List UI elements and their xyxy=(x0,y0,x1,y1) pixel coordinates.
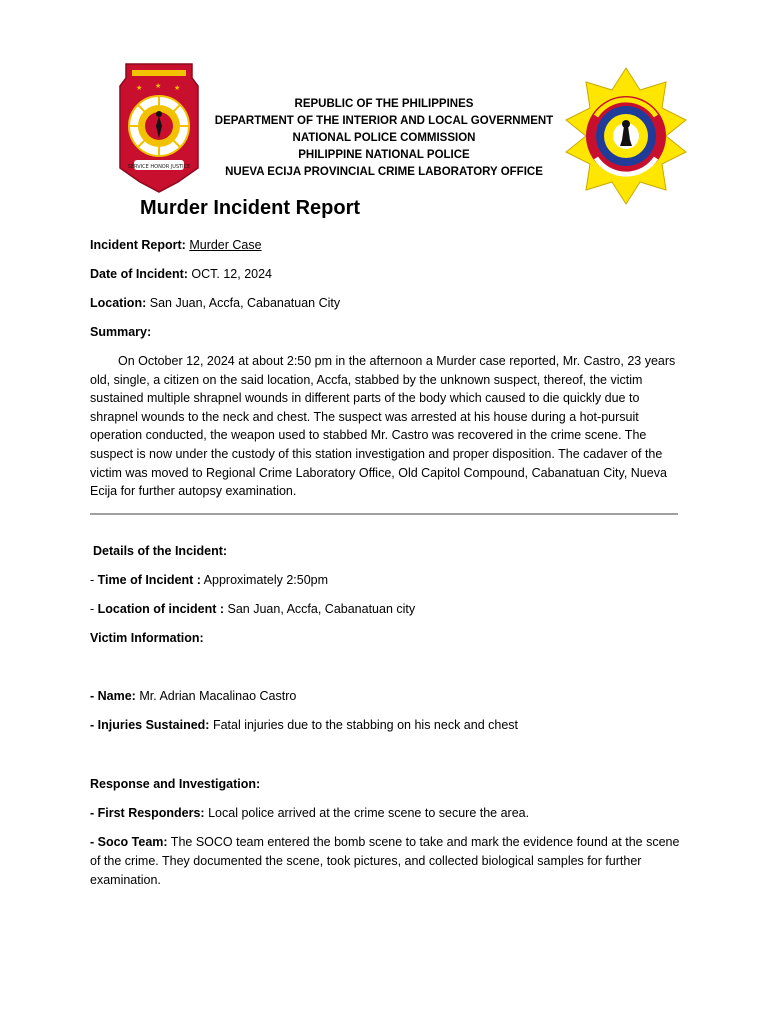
summary-paragraph xyxy=(90,352,690,501)
field-label: Incident Report: xyxy=(90,238,186,252)
bullet-dash: - xyxy=(90,573,98,587)
svg-text:★: ★ xyxy=(174,84,181,92)
section-divider xyxy=(90,513,678,515)
section-heading: Victim Information: xyxy=(90,631,204,645)
svg-text:SERVICE HONOR JUSTICE: SERVICE HONOR JUSTICE xyxy=(127,164,191,170)
section-heading: Response and Investigation: xyxy=(90,777,261,791)
soco-team-field xyxy=(90,833,690,890)
location-of-incident-field xyxy=(90,602,415,616)
time-of-incident-field xyxy=(90,573,328,587)
svg-text:★: ★ xyxy=(155,82,162,90)
victim-heading xyxy=(90,631,204,645)
field-label: Location: xyxy=(90,296,147,310)
field-label: - Injuries Sustained: xyxy=(90,718,210,732)
field-label: Summary: xyxy=(90,325,152,339)
field-value: The SOCO team entered the bomb scene to take and mark the evidence found at the scene of the crime. They documented the scene, took pictures, and collected biological samples for further examination. xyxy=(90,835,680,887)
response-heading xyxy=(90,777,260,791)
report-title: Murder Incident Report xyxy=(140,197,361,219)
letterhead-line: PHILIPPINE NATIONAL POLICE xyxy=(298,149,470,161)
field-label: Date of Incident: xyxy=(90,267,188,281)
victim-name-field xyxy=(90,689,296,703)
first-responders-field xyxy=(90,806,529,820)
field-value: Murder Case xyxy=(189,238,262,252)
letterhead-line: DEPARTMENT OF THE INTERIOR AND LOCAL GOVERNMENT xyxy=(214,115,554,127)
field-label: Location of incident : xyxy=(97,602,225,616)
field-value: Local police arrived at the crime scene to secure the area. xyxy=(204,806,530,820)
bullet-dash: - xyxy=(90,602,98,616)
field-value: Fatal injuries due to the stabbing on his neck and chest xyxy=(209,718,518,732)
location-field xyxy=(90,296,340,310)
field-label: - First Responders: xyxy=(90,806,205,820)
incident-report-field xyxy=(90,238,262,252)
summary-text: On October 12, 2024 at about 2:50 pm in the afternoon a Murder case reported, Mr. Castro, 23 years old, single, a citizen on the said location, Accfa, stabbed by the unknown suspect, thereof, the victim sustained multiple shrapnel wounds in different parts of the body which caused to die quickly due to shrapnel wounds to the neck and chest. The suspect was arrested at his house during a hot-pursuit operation conducted, the weapon used to stabbed Mr. Castro was recovered in the crime scene. The suspect is now under the custody of this station investigation and proper disposition. The cadaver of the victim was moved to Regional Crime Laboratory Office, Old Capitol Compound, Cabanatuan City, Nueva Ecija for further autopsy examination. xyxy=(90,354,676,499)
field-value: San Juan, Accfa, Cabanatuan city xyxy=(224,602,416,616)
field-value: Mr. Adrian Macalinao Castro xyxy=(135,689,297,703)
field-label: - Name: xyxy=(90,689,136,703)
pnp-seal-logo xyxy=(118,60,200,196)
field-label: Time of Incident : xyxy=(97,573,201,587)
letterhead-line: NUEVA ECIJA PROVINCIAL CRIME LABORATORY OFFICE xyxy=(225,166,543,178)
svg-text:★: ★ xyxy=(136,84,143,92)
field-label: - Soco Team: xyxy=(90,835,168,849)
details-heading xyxy=(93,544,227,558)
date-field xyxy=(90,267,272,281)
field-value: Approximately 2:50pm xyxy=(200,573,329,587)
letterhead-line: NATIONAL POLICE COMMISSION xyxy=(292,132,476,144)
letterhead-line: REPUBLIC OF THE PHILIPPINES xyxy=(294,98,474,110)
forensic-group-seal-logo xyxy=(562,66,690,206)
field-value: San Juan, Accfa, Cabanatuan City xyxy=(149,296,341,310)
field-value: OCT. 12, 2024 xyxy=(191,267,273,281)
summary-heading xyxy=(90,325,151,339)
injuries-field xyxy=(90,718,518,732)
section-heading: Details of the Incident: xyxy=(93,544,228,558)
letterhead xyxy=(200,96,568,181)
